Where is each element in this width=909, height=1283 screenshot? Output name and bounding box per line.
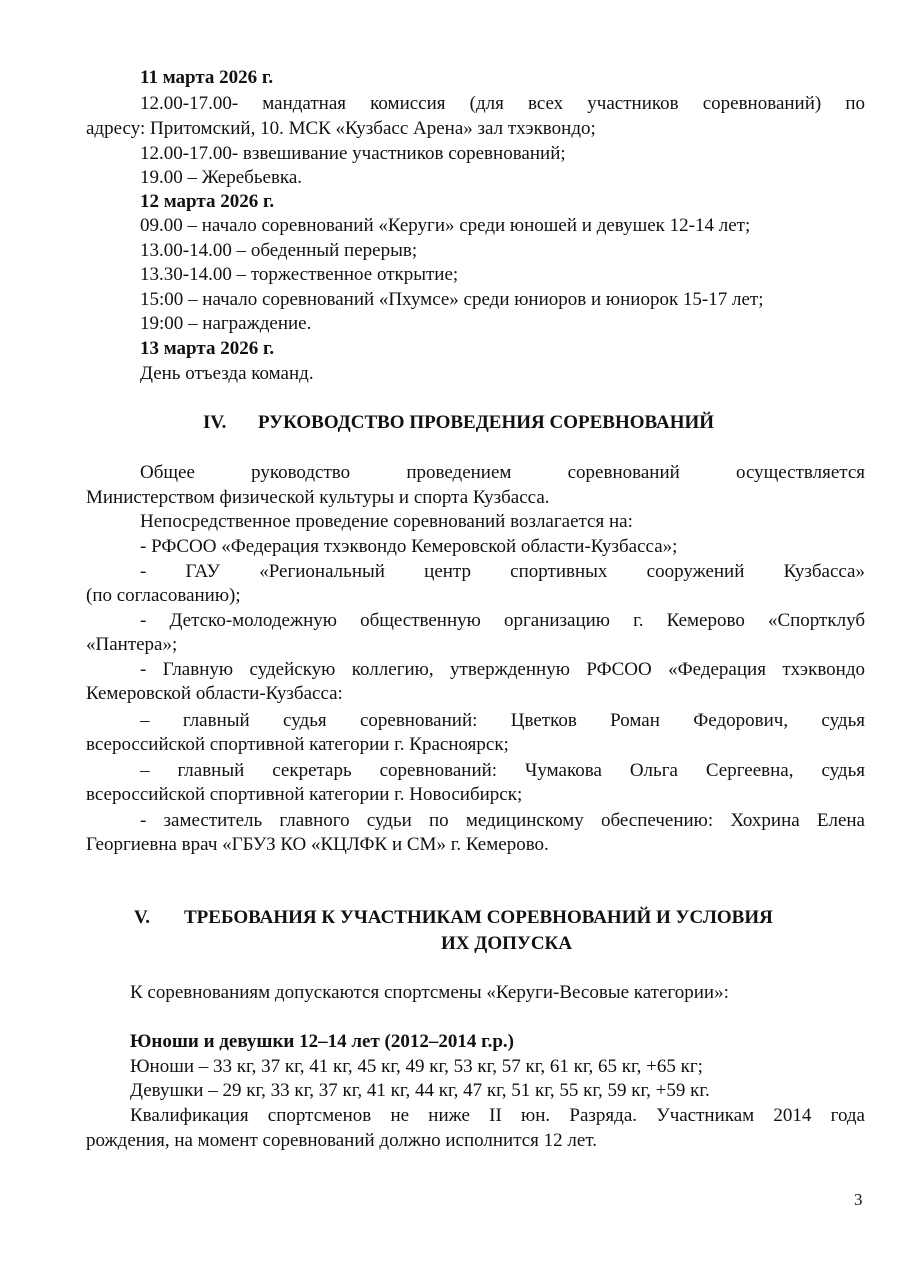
boys-weights: Юноши – 33 кг, 37 кг, 41 кг, 45 кг, 49 кг, 53 кг, 57 кг, 61 кг, 65 кг, +65 кг; [130,1056,703,1077]
qualification-cont: рождения, на момент соревнований должно исполнится 12 лет. [86,1130,597,1151]
section4-p1: Общее руководство проведением соревнований осуществляется [140,462,865,483]
day2-line2: 13.00-14.00 – обеденный перерыв; [140,240,418,261]
day2-line3: 13.30-14.00 – торжественное открытие; [140,264,459,285]
age-group-heading: Юноши и девушки 12–14 лет (2012–2014 г.р.) [130,1031,514,1052]
day1-line3: 19.00 – Жеребьевка. [140,167,303,188]
section4-number: IV. [203,412,227,433]
section4-item7: - заместитель главного судьи по медицинскому обеспечению: Хохрина Елена [140,810,865,831]
section4-p1-cont: Министерством физической культуры и спорта Кузбасса. [86,487,550,508]
section5-heading-line2: ИХ ДОПУСКА [441,933,573,954]
day1-date: 11 марта 2026 г. [140,67,274,88]
section4-p2: Непосредственное проведение соревнований возлагается на: [140,511,633,532]
section5-heading-line1: ТРЕБОВАНИЯ К УЧАСТНИКАМ СОРЕВНОВАНИЙ И УСЛОВИЯ [184,907,773,928]
section4-item4: - Главную судейскую коллегию, утвержденную РФСОО «Федерация тхэквондо [140,659,865,680]
section4-item6: – главный секретарь соревнований: Чумакова Ольга Сергеевна, судья [140,760,865,781]
day3-line1: День отъезда команд. [140,363,314,384]
section5-intro: К соревнованиям допускаются спортсмены «Керуги-Весовые категории»: [130,982,729,1003]
section4-heading: РУКОВОДСТВО ПРОВЕДЕНИЯ СОРЕВНОВАНИЙ [258,412,715,433]
section4-item4-cont: Кемеровской области-Кузбасса: [86,683,343,704]
day2-line4: 15:00 – начало соревнований «Пхумсе» среди юниоров и юниорок 15-17 лет; [140,289,764,310]
day2-line5: 19:00 – награждение. [140,313,312,334]
qualification: Квалификация спортсменов не ниже II юн. Разряда. Участникам 2014 года [130,1105,865,1126]
girls-weights: Девушки – 29 кг, 33 кг, 37 кг, 41 кг, 44 кг, 47 кг, 51 кг, 55 кг, 59 кг, +59 кг. [130,1080,710,1101]
day1-line1: 12.00-17.00- мандатная комиссия (для всех участников соревнований) по [140,93,865,114]
day1-line2: 12.00-17.00- взвешивание участников соревнований; [140,143,566,164]
section4-item5-cont: всероссийской спортивной категории г. Красноярск; [86,734,509,755]
section4-item7-cont: Георгиевна врач «ГБУЗ КО «КЦЛФК и СМ» г. Кемерово. [86,834,549,855]
page-number: 3 [854,1190,863,1209]
section4-item6-cont: всероссийской спортивной категории г. Новосибирск; [86,784,523,805]
section4-item2: - ГАУ «Региональный центр спортивных сооружений Кузбасса» [140,561,865,582]
section4-item1: - РФСОО «Федерация тхэквондо Кемеровской области-Кузбасса»; [140,536,678,557]
section4-item3: - Детско-молодежную общественную организацию г. Кемерово «Спортклуб [140,610,865,631]
section4-item2-cont: (по согласованию); [86,585,241,606]
day2-line1: 09.00 – начало соревнований «Керуги» среди юношей и девушек 12-14 лет; [140,215,751,236]
section5-number: V. [134,907,151,928]
section4-item3-cont: «Пантера»; [86,634,178,655]
day2-date: 12 марта 2026 г. [140,191,275,212]
section4-item5: – главный судья соревнований: Цветков Роман Федорович, судья [140,710,865,731]
day1-line1-cont: адресу: Притомский, 10. МСК «Кузбасс Арена» зал тхэквондо; [86,118,596,139]
day3-date: 13 марта 2026 г. [140,338,275,359]
